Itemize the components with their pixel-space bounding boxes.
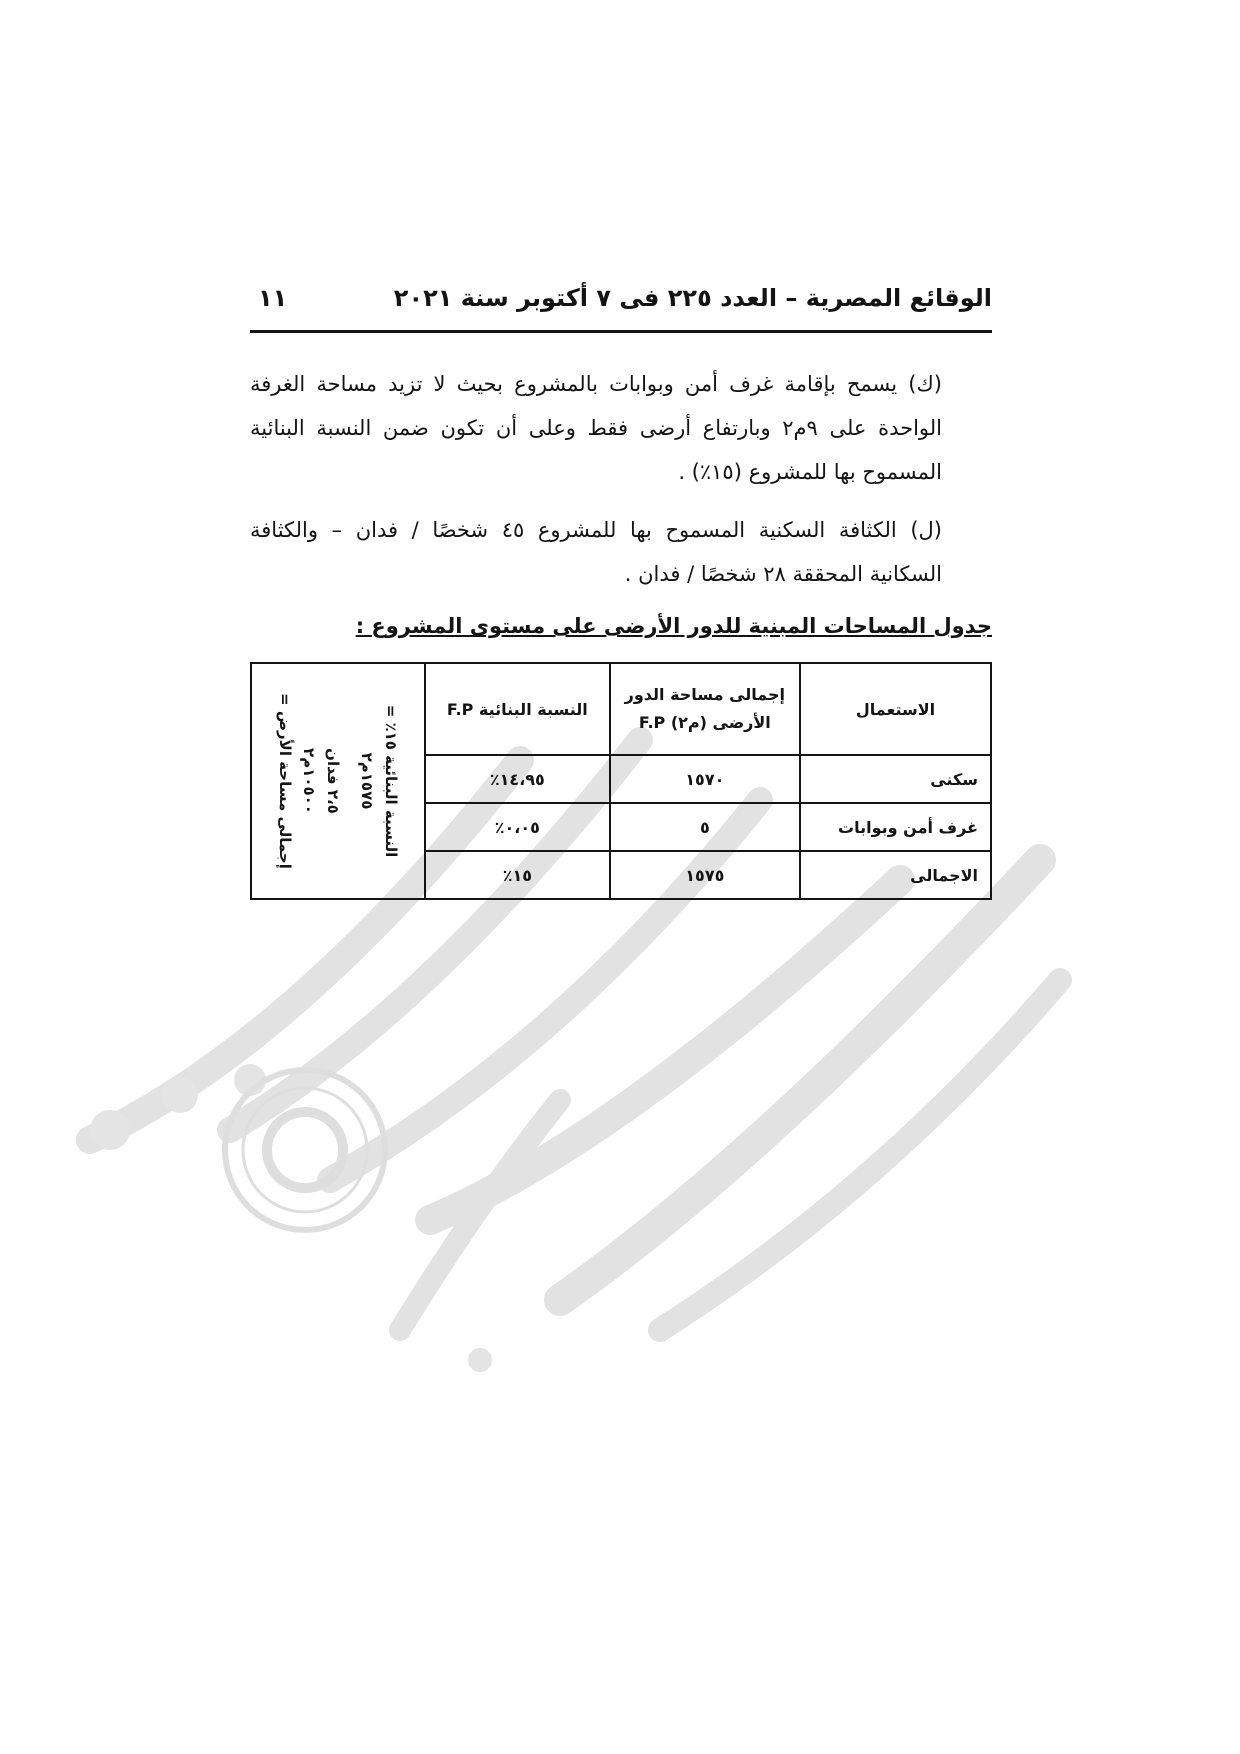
header-area-line1: إجمالى مساحة الدور — [624, 685, 786, 704]
side-note-text — [273, 671, 403, 891]
built-areas-table — [250, 662, 992, 900]
page-number: ١١ — [258, 284, 288, 312]
page-header — [250, 280, 992, 333]
side-note-cell — [251, 663, 425, 899]
row-use: غرف أمن وبوابات — [800, 803, 991, 851]
row-ratio: ١٤،٩٥٪ — [425, 755, 610, 803]
side-note-land-line3: ١٠٥٠٠م٢ — [300, 748, 319, 814]
header-area — [610, 663, 800, 755]
gazette-title: الوقائع المصرية – العدد ٢٢٥ فى ٧ أكتوبر سنة ٢٠٢١ — [393, 284, 992, 312]
row-area: ١٥٧٥ — [610, 851, 800, 899]
table-header-row — [251, 663, 991, 755]
header-area-line2: الأرضى (م٢) F.P — [638, 713, 771, 732]
header-ratio: النسبة البنائية F.P — [425, 663, 610, 755]
row-ratio: ٠،٠٥٪ — [425, 803, 610, 851]
header-use: الاستعمال — [800, 663, 991, 755]
paragraph-l-marker: (ل) — [910, 518, 942, 542]
paragraph-k-marker: (ك) — [908, 372, 942, 396]
side-note-ratio-line2: ١٥٧٥م٢ — [358, 752, 377, 810]
table-heading: جدول المساحات المبنية للدور الأرضى على مستوى المشروع : — [355, 614, 992, 638]
row-area: ١٥٧٠ — [610, 755, 800, 803]
paragraph-l-text: الكثافة السكنية المسموح بها للمشروع ٤٥ شخصًا / فدان – والكثافة السكانية المحققة ٢٨ شخصًا / فدان . — [250, 518, 942, 586]
row-ratio: ١٥٪ — [425, 851, 610, 899]
row-use: سكنى — [800, 755, 991, 803]
row-area: ٥ — [610, 803, 800, 851]
side-note-ratio-line1: النسبة البنائية ١٥٪ = — [382, 704, 401, 858]
paragraph-k — [250, 362, 942, 494]
paragraph-k-text: يسمح بإقامة غرف أمن وبوابات بالمشروع بحيث لا تزيد مساحة الغرفة الواحدة على ٩م٢ وبارتفاع أرضى فقط وعلى أن تكون ضمن النسبة البنائية المسموح بها للمشروع (١٥٪) . — [250, 372, 942, 484]
side-note-land-line1: إجمالى مساحة الأرض = — [276, 693, 295, 869]
row-use: الاجمالى — [800, 851, 991, 899]
paragraph-l — [250, 508, 942, 596]
side-note-land-line2: ٢،٥ فدان — [324, 748, 343, 814]
